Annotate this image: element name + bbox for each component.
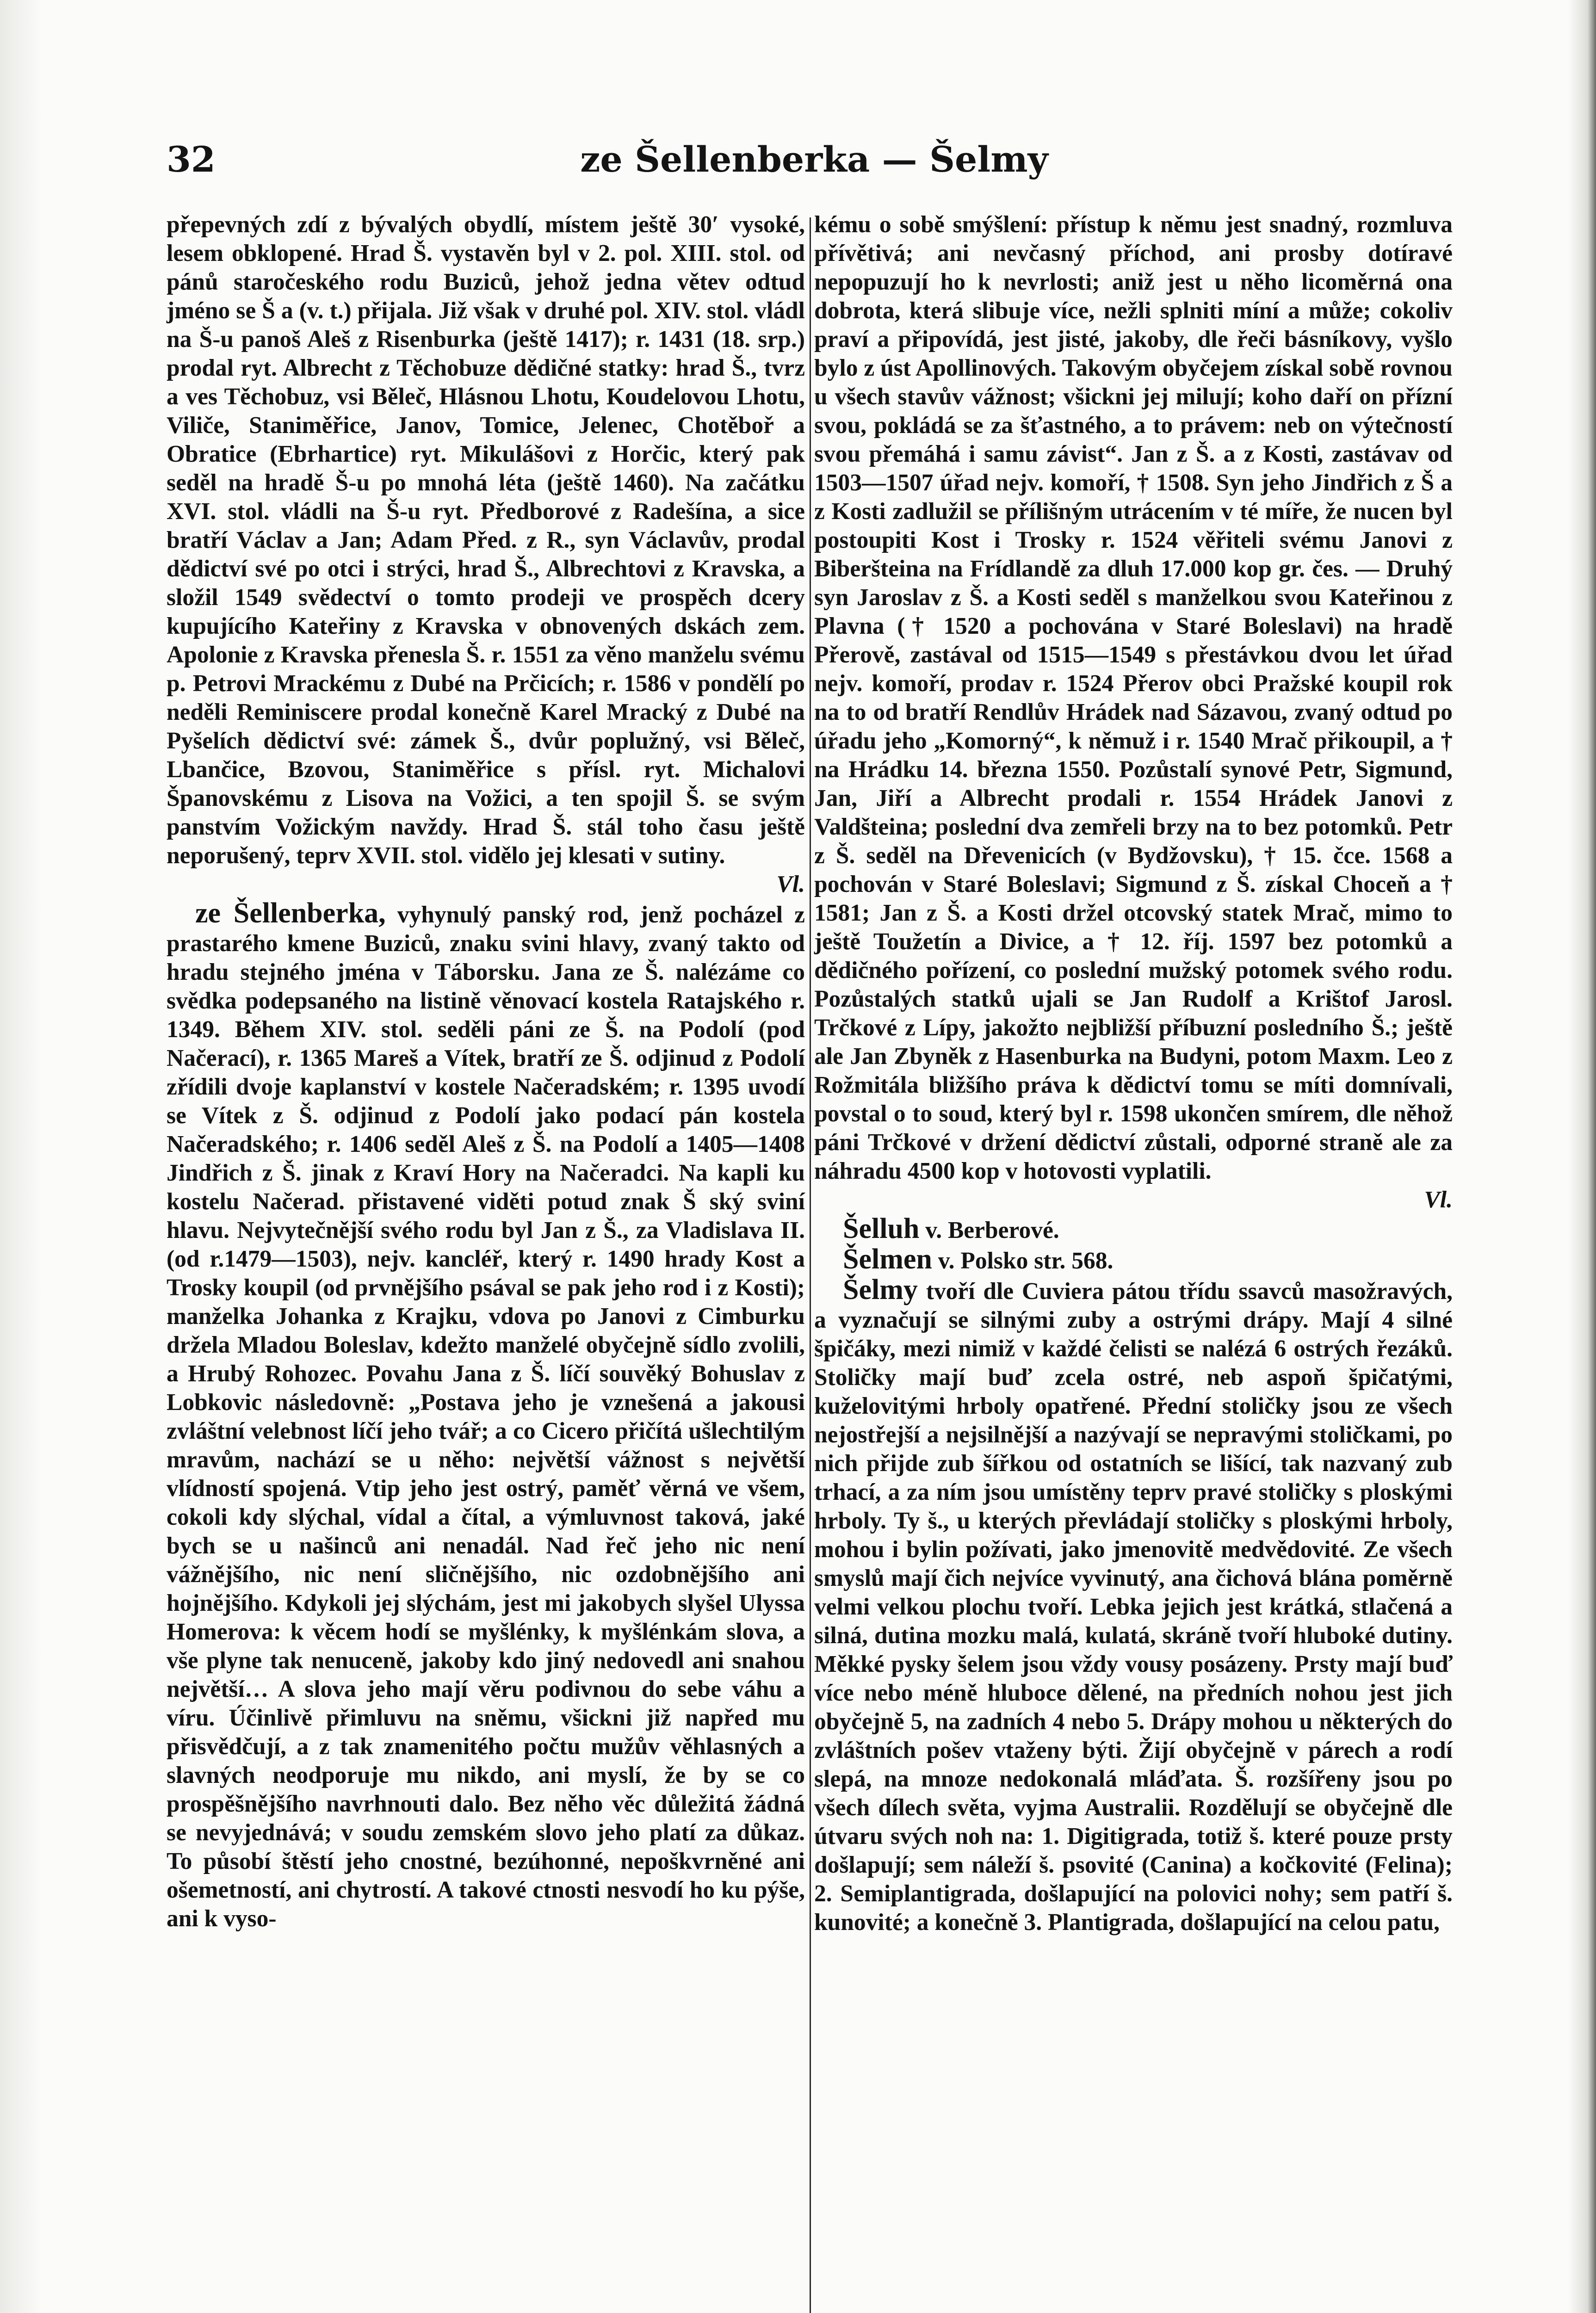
right-column [814, 210, 1453, 1937]
entry-selmy [814, 1275, 1453, 1937]
entry-text: vyhynulý panský rod, jenž pocházel z prastarého kmene Buziců, znaku svini hlavy, zvaný takto od hradu stejného jména v Táborsku. Jana ze Š. nalézáme co svědka podepsaného na listině věnovací kostela Ratajského r. 1349. Během XIV. stol. seděli páni ze Š. na Podolí (pod Načerací), r. 1365 Mareš a Vítek, bratří ze Š. odjinud z Podolí zřídili dvoje kaplanství v kostele Načeradském; r. 1395 uvodí se Vítek z Š. odjinud z Podolí jako podací pán kostela Načeradského; r. 1406 seděl Aleš z Š. na Podolí a 1405—1408 Jindřich z Š. jinak z Kraví Hory na Načeradci. Na kapli ku kostelu Načerad. přistavené viděti potud znak Š ský sviní hlavu. Nejvytečnější svého rodu byl Jan z Š., za Vladislava II. (od r.1479—1503), nejv. kancléř, který r. 1490 hrady Kost a Trosky koupil (od prvnějšího psával se pak jeho rod i z Kosti); manželka Johanka z Krajku, vdova po Janovi z Cimburku držela Mladou Boleslav, kdežto manželé obyčejně sídlo zvolili, a Hrubý Rohozec. Povahu Jana z Š. líčí souvěký Bohuslav z Lobkovic následovně: „Postava jeho je vznešená a jakousi zvláštní velebnost líčí jeho tvář; a co Cicero přičítá ušlechtilým mravům, nachází se u něho: největší vážnost s největší vlídností spojená. Vtip jeho jest ostrý, paměť věrná ve všem, cokoli kdy slýchal, vídal a čítal, a výmluvnost taková, jaké bych se u našinců ani nenadál. Nad řeč jeho nic není vážnějšího, nic není sličnějšího, nic ozdobnějšího ani hojnějšího. Kdykoli jej slýchám, jest mi jakobych slyšel Ulyssa Homerova: k věcem hodí se myšlénky, k myšlénkám slova, a vše plyne tak nenuceně, jakoby kdo jiný nedovedl ani snahou největší… A slova jeho mají věru podivnou do sebe váhu a víru. Účinlivě přimluvu na sněmu, všickni již napřed mu přisvědčují, a z tak znamenitého počtu mužův věhlasných a slavných neodporuje mu nikdo, ani myslí, že by se co prospěšnějšího navrhnouti dalo. Bez něho věc důležitá žádná se nevyjednává; v soudu zemském slovo jeho platí za důkaz. To působí štěstí jeho cnostné, bezúhonné, nepoškvrněné ani ošemetností, ani chytrostí. A takové ctnosti nesvodí ho ku pýše, ani k vyso- [167, 902, 805, 1932]
entry-selluh [814, 1214, 1453, 1245]
entry-text: v. Polsko str. 568. [938, 1248, 1113, 1274]
column-divider [810, 217, 811, 2313]
author-signature: Vl. [1424, 1187, 1453, 1213]
page-number: 32 [167, 139, 216, 180]
entry-headword: Šelmy [843, 1274, 918, 1305]
running-title: ze Šellenberka — Šelmy [580, 139, 1048, 180]
entry-sellenberka [167, 899, 805, 1933]
entry-headword: ze Šellenberka, [195, 897, 386, 929]
entry-headword: Šelluh [843, 1213, 920, 1244]
hrad-selmberk-continuation: přepevných zdí z bývalých obydlí, místem ještě 30′ vysoké, lesem obklopené. Hrad Š. vystavěn byl v 2. pol. XIII. stol. od pánů staročeského rodu Buziců, jehož jedna větev odtud jméno se Š a (v. t.) přijala. Již však v druhé pol. XIV. stol. vládl na Š-u panoš Aleš z Risenburka (ještě 1417); r. 1431 (18. srp.) prodal ryt. Albrecht z Těchobuze dědičné statky: hrad Š., tvrz a ves Těchobuz, vsi Běleč, Hlásnou Lhotu, Koudelovou Lhotu, Viliče, Staniměřice, Janov, Tomice, Jelenec, Chotěboř a Obratice (Ebrhartice) ryt. Mikulášovi z Horčic, který pak seděl na hradě Š-u po mnohá léta (ještě 1460). Na začátku XVI. stol. vládli na Š-u ryt. Předborové z Radešína, a sice bratří Václav a Jan; Adam Před. z R., syn Václavův, prodal dědictví své po otci i strýci, hrad Š., Albrechtovi z Kravska, a složil 1549 svědectví o tomto prodeji ve prospěch dcery kupujícího Kateřiny z Kravska v obnovených dskách zem. Apolonie z Kravska přenesla Š. r. 1551 za věno manželu svému p. Petrovi Mrackému z Dubé na Prčicích; r. 1586 v pondělí po neděli Reminiscere prodal konečně Karel Mracký z Dubé na Pyšelích dědictví své: zámek Š., dvůr poplužný, vsi Běleč, Lbančice, Bzovou, Staniměřice s přísl. ryt. Michalovi Španovskému z Lisova na Vožici, a ten spojil Š. se svým panstvím Vožickým navždy. Hrad Š. stál toho času ještě neporušený, teprv XVII. stol. vidělo jej klesati v sutiny. [167, 211, 805, 869]
author-signature: Vl. [776, 871, 805, 897]
entry-text: tvoří dle Cuviera pátou třídu ssavců masožravých, a vyznačují se silnými zuby a ostrými drápy. Mají 4 silné špičáky, mezi nimiž v každé čelisti se nalézá 6 ostrých řezáků. Stoličky mají buď zcela ostré, neb aspoň špičatými, kuželovitými hrboly opatřené. Přední stoličky jsou ze všech nejostřejší a nejsilnější a nazývají se nepravými stoličkami, po nich přijde zub šířkou od ostatních se lišící, tak nazvaný zub trhací, a za ním jsou umístěny teprv pravé stoličky s ploskými hrboly. Ty š., u kterých převládají stoličky s ploskými hrboly, mohou i bylin požívati, jako jmenovitě medvědovité. Ze všech smyslů mají čich nejvíce vyvinutý, ana čichová blána poměrně velmi velkou plochu tvoří. Lebka jejich jest krátká, stlačená a silná, dutina mozku malá, kulatá, skráně tvoří hluboké dutiny. Měkké pysky šelem jsou vždy vousy posázeny. Prsty mají buď více nebo méně hluboce dělené, na předních nohou jest jich obyčejně 5, na zadních 4 nebo 5. Drápy mohou u některých do zvláštních pošev vtaženy býti. Žijí obyčejně v párech a rodí slepá, na mnoze nedokonalá mláďata. Š. rozšířeny jsou po všech dílech světa, vyjma Australii. Rozdělují se obyčejně dle útvaru svých noh na: 1. Digitigrada, totiž š. které pouze prsty došlapují; sem náleží š. psovité (Canina) a kočkovité (Felina); 2. Semiplantigrada, došlapující na polovici nohy; sem patří š. kunovité; a konečně 3. Plantigrada, došlapující na celou patu, [814, 1278, 1453, 1936]
page-header [167, 139, 1462, 190]
sellenberk-continuation: kému o sobě smýšlení: přístup k němu jest snadný, rozmluva přívětivá; ani nevčasný příchod, ani prosby dotíravé nepopuzují ho k nevrlosti; aniž jest u něho licoměrná ona dobrota, která slibuje více, nežli splniti míní a může; cokoliv praví a připovídá, jest jisté, jakoby, dle řeči básníkovy, vyšlo bylo z úst Apollinových. Takovým obyčejem získal sobě rovnou u všech stavův vážnost; všickni jej milují; koho daří on přízní svou, pokládá se za šťastného, a to právem: neb on výtečností svou přemáhá i samu závist“. Jan z Š. a z Kosti, zastávav od 1503—1507 úřad nejv. komoří, † 1508. Syn jeho Jindřich z Š a z Kosti zadlužil se přílišným utrácením v té míře, že nucen byl postoupiti Kost i Trosky r. 1524 věřiteli svému Janovi z Biberšteina na Frídlandě za dluh 17.000 kop gr. čes. — Druhý syn Jaroslav z Š. a Kosti seděl s manželkou svou Kateřinou z Plavna († 1520 a pochována v Staré Boleslavi) na hradě Přerově, zastával od 1515—1549 s přestávkou dvou let úřad nejv. komoří, prodav r. 1524 Přerov obci Pražské koupil rok na to od bratří Rendlův Hrádek nad Sázavou, zvaný odtud po úřadu jeho „Komorný“, k němuž i r. 1540 Mrač přikoupil, a † na Hrádku 14. března 1550. Pozůstalí synové Petr, Sigmund, Jan, Jiří a Albrecht prodali r. 1554 Hrádek Janovi z Valdšteina; poslední dva zemřeli brzy na to bez potomků. Petr z Š. seděl na Dřevenicích (v Bydžovsku), † 15. čce. 1568 a pochován v Staré Boleslavi; Sigmund z Š. získal Choceň a † 1581; Jan z Š. a Kosti držel otcovský statek Mrač, mimo to ještě Toužetín a Divice, a † 12. říj. 1597 bez potomků a dědičného pořízení, co poslední mužský potomek svého rodu. Pozůstalých statků ujali se Jan Rudolf a Krištof Jarosl. Trčkové z Lípy, jakožto nejbližší příbuzní posledního Š.; ještě ale Jan Zbyněk z Hasenburka na Budyni, potom Maxm. Leo z Rožmitála bližšího práva k dědictví tomu se míti domnívali, povstal o to soud, který byl r. 1598 ukončen smírem, dle něhož páni Trčkové v držení dědictví zůstali, odporné straně ale za náhradu 4500 kop v hotovosti vyplatili. [814, 211, 1453, 1184]
left-column [167, 210, 805, 1933]
page-edge-shadow [1568, 0, 1596, 2313]
entry-headword: Šelmen [843, 1243, 932, 1275]
entry-selmen [814, 1245, 1453, 1275]
page-binding-shadow [0, 0, 42, 2313]
entry-text: v. Berberové. [925, 1217, 1059, 1243]
